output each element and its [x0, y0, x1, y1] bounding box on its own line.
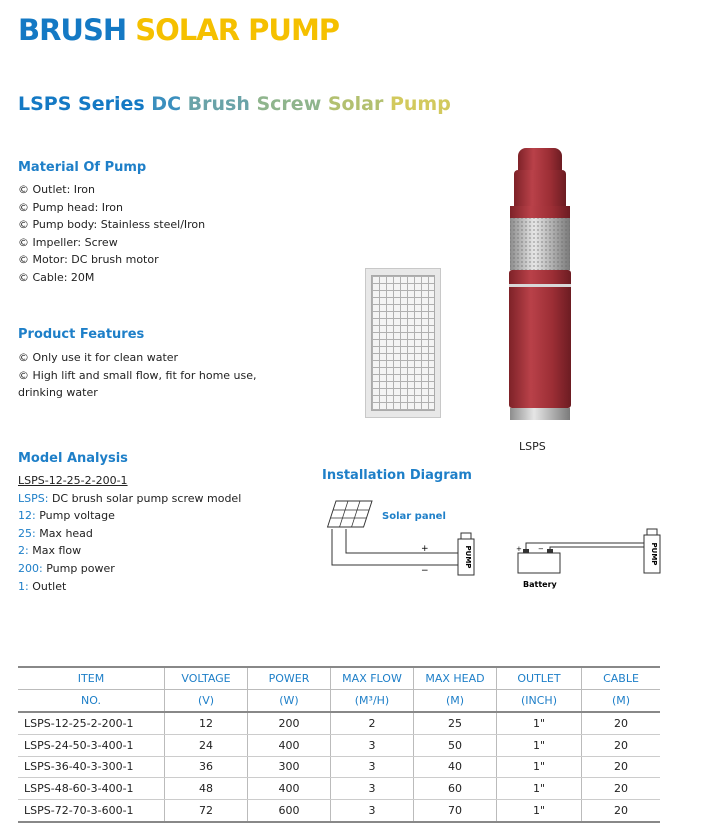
- cell-item: LSPS-36-40-3-300-1: [18, 756, 165, 778]
- col-unit-outlet: (INCH): [497, 690, 582, 713]
- pump-base: [510, 408, 570, 420]
- cell-max-head: 50: [414, 734, 497, 756]
- pump-body-ring: [509, 284, 571, 287]
- pump-head: [514, 170, 566, 210]
- col-unit-voltage: (V): [165, 690, 248, 713]
- brand-title-part1: BRUSH: [18, 13, 127, 47]
- material-item: © Motor: DC brush motor: [18, 253, 159, 267]
- col-header-cable: CABLE: [582, 667, 661, 690]
- model-key: 200:: [18, 561, 43, 575]
- col-header-max-flow: MAX FLOW: [331, 667, 414, 690]
- diagram-solar-label: Solar panel: [382, 511, 446, 522]
- model-key: 12:: [18, 509, 36, 523]
- diagram-pump-text-2: PUMP: [650, 542, 658, 566]
- model-row: [18, 578, 241, 596]
- cell-cable: 20: [582, 800, 661, 822]
- model-key: LSPS:: [18, 491, 49, 505]
- model-value: Pump voltage: [39, 509, 115, 523]
- cell-power: 600: [248, 800, 331, 822]
- feature-item: drinking water: [18, 386, 98, 400]
- model-row: [18, 490, 241, 508]
- col-header-voltage: VOLTAGE: [165, 667, 248, 690]
- cell-max-flow: 3: [331, 800, 414, 822]
- model-row: [18, 525, 241, 543]
- material-list: [18, 181, 205, 287]
- model-key: 1:: [18, 579, 29, 593]
- cell-max-head: 70: [414, 800, 497, 822]
- table-row: [18, 756, 660, 778]
- table-row: [18, 734, 660, 756]
- model-row: [18, 507, 241, 525]
- cell-max-flow: 3: [331, 778, 414, 800]
- material-item: © Cable: 20M: [18, 270, 95, 284]
- diagram-pump-outlet-1: [461, 533, 471, 539]
- cell-cable: 20: [582, 778, 661, 800]
- pump-filter-holes: [510, 218, 570, 270]
- model-list: [18, 472, 241, 595]
- features-heading: Product Features: [18, 327, 145, 342]
- cell-voltage: 72: [165, 800, 248, 822]
- model-code: LSPS-12-25-2-200-1: [18, 474, 128, 487]
- diagram-battery-label: Battery: [523, 580, 557, 589]
- model-value: Pump power: [46, 561, 115, 575]
- series-title-w1: LSPS Series: [18, 93, 145, 115]
- cell-power: 400: [248, 734, 331, 756]
- brand-title-part2: SOLAR PUMP: [135, 13, 340, 47]
- cell-cable: 20: [582, 712, 661, 734]
- model-value: Max flow: [32, 544, 82, 558]
- series-title-w4: Screw: [256, 93, 322, 115]
- table-row: [18, 712, 660, 734]
- installation-diagram: [318, 495, 670, 595]
- series-title-w3: Brush: [187, 93, 250, 115]
- pump-caption: LSPS: [519, 440, 546, 453]
- cell-voltage: 24: [165, 734, 248, 756]
- cell-item: LSPS-72-70-3-600-1: [18, 800, 165, 822]
- feature-item: © High lift and small flow, fit for home use,: [18, 368, 257, 382]
- col-header-outlet: OUTLET: [497, 667, 582, 690]
- cell-max-flow: 2: [331, 712, 414, 734]
- series-title: [18, 91, 451, 117]
- spec-table: [18, 666, 660, 823]
- series-title-w5: Solar: [327, 93, 384, 115]
- diagram-minus-1: −: [421, 566, 429, 576]
- diagram-battery-terminal-pos: [523, 549, 529, 553]
- table-row: [18, 778, 660, 800]
- installation-heading: Installation Diagram: [322, 468, 472, 483]
- col-unit-power: (W): [248, 690, 331, 713]
- diagram-battery-terminal-neg: [547, 549, 553, 553]
- model-heading: Model Analysis: [18, 451, 128, 466]
- cell-cable: 20: [582, 734, 661, 756]
- brand-title: [18, 12, 339, 48]
- features-list: [18, 349, 257, 402]
- solar-panel-image: [365, 268, 441, 418]
- cell-outlet: 1": [497, 756, 582, 778]
- cell-outlet: 1": [497, 778, 582, 800]
- model-key: 2:: [18, 544, 29, 558]
- cell-item: LSPS-24-50-3-400-1: [18, 734, 165, 756]
- table-unit-row: [18, 690, 660, 713]
- diagram-solar-panel-icon: [328, 501, 372, 527]
- cell-max-flow: 3: [331, 734, 414, 756]
- cell-max-head: 60: [414, 778, 497, 800]
- table-header-row: [18, 667, 660, 690]
- diagram-plus-2: +: [516, 545, 522, 553]
- material-item: © Pump body: Stainless steel/Iron: [18, 218, 206, 232]
- col-header-item: ITEM: [18, 667, 165, 690]
- pump-body: [509, 270, 571, 408]
- cell-voltage: 48: [165, 778, 248, 800]
- cell-voltage: 36: [165, 756, 248, 778]
- cell-cable: 20: [582, 756, 661, 778]
- series-title-w6: Pump: [389, 93, 451, 115]
- diagram-minus-2: −: [538, 545, 544, 553]
- pump-image: [500, 140, 580, 425]
- material-heading: Material Of Pump: [18, 160, 147, 175]
- cell-item: LSPS-48-60-3-400-1: [18, 778, 165, 800]
- diagram-pump-text-1: PUMP: [464, 545, 472, 569]
- material-item: © Pump head: Iron: [18, 200, 123, 214]
- diagram-wire-neg: [332, 529, 458, 565]
- model-value: DC brush solar pump screw model: [51, 491, 242, 505]
- cell-power: 400: [248, 778, 331, 800]
- cell-max-head: 40: [414, 756, 497, 778]
- cell-outlet: 1": [497, 800, 582, 822]
- diagram-wire-battery-neg: [550, 547, 644, 549]
- cell-item: LSPS-12-25-2-200-1: [18, 712, 165, 734]
- cell-outlet: 1": [497, 734, 582, 756]
- feature-item: © Only use it for clean water: [18, 351, 179, 364]
- model-key: 25:: [18, 526, 36, 540]
- col-unit-max-head: (M): [414, 690, 497, 713]
- diagram-plus-1: +: [421, 544, 429, 554]
- model-row: [18, 542, 241, 560]
- table-row: [18, 800, 660, 822]
- cell-power: 300: [248, 756, 331, 778]
- solar-panel-cells: [371, 275, 435, 411]
- cell-voltage: 12: [165, 712, 248, 734]
- col-unit-max-flow: (M³/H): [331, 690, 414, 713]
- col-unit-cable: (M): [582, 690, 661, 713]
- cell-outlet: 1": [497, 712, 582, 734]
- diagram-wire-pos: [346, 529, 458, 553]
- cell-max-flow: 3: [331, 756, 414, 778]
- cell-power: 200: [248, 712, 331, 734]
- col-header-power: POWER: [248, 667, 331, 690]
- model-value: Max head: [39, 526, 93, 540]
- diagram-pump-outlet-2: [647, 529, 657, 535]
- diagram-battery-icon: [518, 553, 560, 573]
- col-unit-item: NO.: [18, 690, 165, 713]
- cell-max-head: 25: [414, 712, 497, 734]
- col-header-max-head: MAX HEAD: [414, 667, 497, 690]
- material-item: © Outlet: Iron: [18, 183, 96, 196]
- pump-collar: [510, 206, 570, 218]
- series-title-w2: DC: [151, 93, 182, 115]
- model-value: Outlet: [32, 579, 67, 593]
- model-row: [18, 560, 241, 578]
- material-item: © Impeller: Screw: [18, 235, 118, 249]
